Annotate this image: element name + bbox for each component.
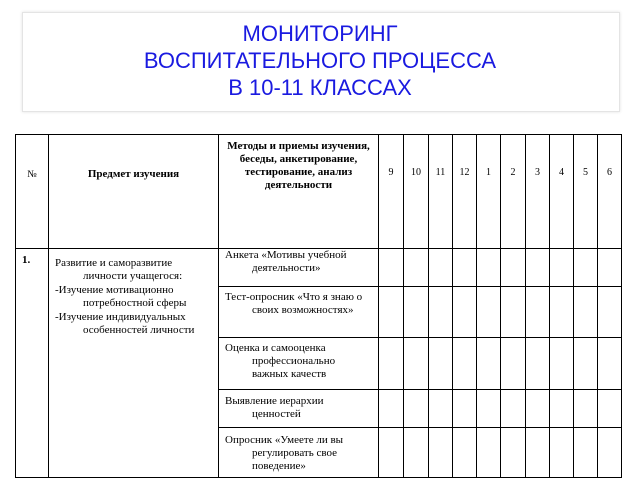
header-subject: Предмет изучения <box>49 135 219 249</box>
subject-line: -Изучение индивидуальных особенностей личности <box>55 311 195 336</box>
header-col-10: 10 <box>404 135 429 249</box>
header-methods: Методы и приемы изучения, беседы, анкетирование, тестирование, анализ деятельности <box>219 135 379 249</box>
table-cell <box>477 428 501 478</box>
table-cell <box>526 249 550 287</box>
subject-line: Развитие и саморазвитие личности учащегося: <box>55 257 183 282</box>
method-cell <box>219 338 379 390</box>
header-row <box>16 135 622 249</box>
table-cell <box>574 249 598 287</box>
method-text: Анкета «Мотивы учебной деятельности» <box>225 249 347 274</box>
table-cell <box>550 390 574 428</box>
title-line-3: В 10-11 КЛАССАХ <box>228 75 412 100</box>
header-col-9: 9 <box>379 135 404 249</box>
table-cell <box>404 338 429 390</box>
method-text: Опросник «Умеете ли вы регулировать свое поведение» <box>225 434 344 472</box>
table-cell <box>404 249 429 287</box>
method-text: Выявление иерархии ценностей <box>225 395 324 420</box>
header-col-5: 5 <box>574 135 598 249</box>
table-cell <box>501 287 526 338</box>
title-line-1: МОНИТОРИНГ <box>242 21 398 46</box>
table-cell <box>550 249 574 287</box>
table-cell <box>429 390 453 428</box>
method-text: Оценка и самооценка профессионально важных качеств <box>225 342 336 380</box>
table-cell <box>429 428 453 478</box>
table-cell <box>404 390 429 428</box>
table-cell <box>404 428 429 478</box>
header-number: № <box>16 135 49 249</box>
table-cell <box>379 249 404 287</box>
header-col-3: 3 <box>526 135 550 249</box>
method-cell <box>219 390 379 428</box>
table-cell <box>526 428 550 478</box>
table-cell <box>598 428 622 478</box>
subject-cell <box>49 249 219 478</box>
table-cell <box>453 287 477 338</box>
method-cell <box>219 287 379 338</box>
table-cell <box>477 287 501 338</box>
table-cell <box>550 428 574 478</box>
monitoring-table <box>15 134 622 478</box>
table-cell <box>379 287 404 338</box>
header-col-12: 12 <box>453 135 477 249</box>
table-cell <box>574 287 598 338</box>
title-line-2: ВОСПИТАТЕЛЬНОГО ПРОЦЕССА <box>143 48 497 73</box>
table-cell <box>477 338 501 390</box>
page-title <box>22 20 618 101</box>
table-cell <box>453 249 477 287</box>
table-cell <box>477 390 501 428</box>
header-col-2: 2 <box>501 135 526 249</box>
table-cell <box>453 338 477 390</box>
table-cell <box>429 249 453 287</box>
table-cell <box>526 390 550 428</box>
table-row <box>16 249 622 287</box>
table-cell <box>598 287 622 338</box>
header-col-6: 6 <box>598 135 622 249</box>
table-cell <box>404 287 429 338</box>
table-cell <box>574 338 598 390</box>
header-col-4: 4 <box>550 135 574 249</box>
header-col-1: 1 <box>477 135 501 249</box>
method-cell <box>219 249 379 287</box>
table-cell <box>574 390 598 428</box>
table-cell <box>453 428 477 478</box>
table-cell <box>453 390 477 428</box>
table-cell <box>501 428 526 478</box>
table-cell <box>526 338 550 390</box>
subject-line: -Изучение мотивационно потребностной сферы <box>55 284 187 309</box>
method-cell <box>219 428 379 478</box>
table-cell <box>550 338 574 390</box>
table-cell <box>477 249 501 287</box>
table-cell <box>429 338 453 390</box>
table-cell <box>598 338 622 390</box>
table-cell <box>501 249 526 287</box>
row-number: 1. <box>16 249 49 478</box>
header-col-11: 11 <box>429 135 453 249</box>
method-text: Тест-опросник «Что я знаю о своих возможностях» <box>225 291 363 316</box>
table-cell <box>598 249 622 287</box>
table-cell <box>574 428 598 478</box>
table-cell <box>526 287 550 338</box>
table-cell <box>501 338 526 390</box>
table-cell <box>379 390 404 428</box>
table-cell <box>429 287 453 338</box>
table-cell <box>550 287 574 338</box>
table-cell <box>598 390 622 428</box>
table-cell <box>501 390 526 428</box>
table-cell <box>379 428 404 478</box>
table-cell <box>379 338 404 390</box>
